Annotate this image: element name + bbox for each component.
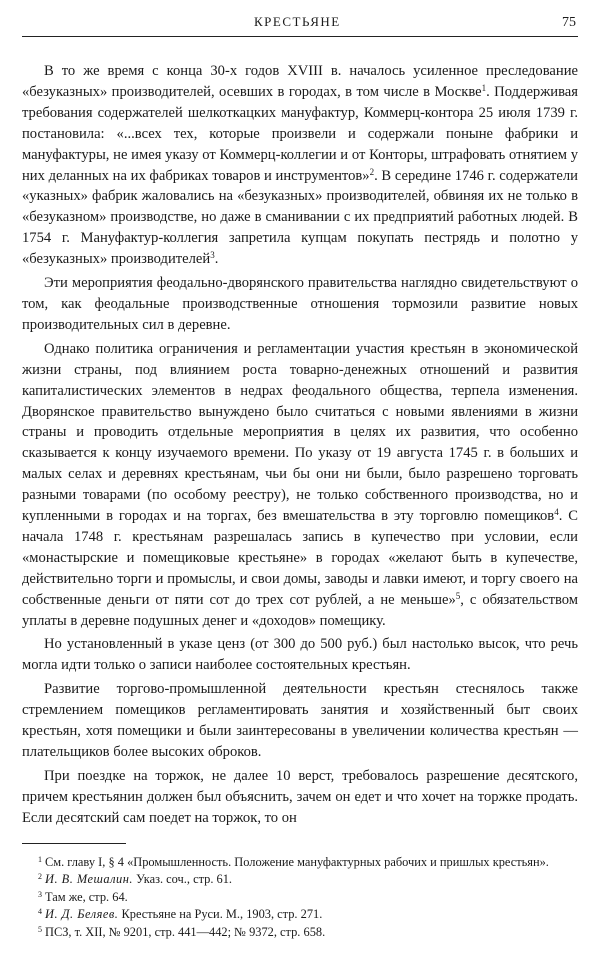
paragraph-6: При поездке на торжок, не далее 10 верст, требовалось разрешение десятского, причем крестьянин должен был объяснить, зачем он едет и что хочет на торжке продать. Если десятский сам поедет на торжок, то он [22,767,578,826]
paragraph-text: . С начала 1748 г. крестьянам разрешалась запись в купечество при условии, если «монастырские и помещиковые крестьяне» в городах «желают быть в купечестве, действительно торги и промыслы, и свои домы, заводы и лавки имеют, и торгу своего на собственные деньги от пяти сот до трех сот рублей, а не меньше» [22,508,578,608]
running-header [22,14,578,37]
running-title: КРЕСТЬЯНЕ [254,14,341,29]
footnote-text: Там же, стр. 64. [45,889,128,904]
footnote-ref-5: 5 [455,590,461,601]
paragraph-text: . В середине 1746 г. содержатели «указных» фабрик жаловались на «безуказных» производителей, обвиняя их не только в «безуказном» производстве, но даже в сманивании с их предприятий работных людей. В 1754 г. Мануфактур-коллегия запретила купцам покупать пестрядь и полотно у «безуказных» производителей [22,167,578,268]
footnote-text: ПСЗ, т. XII, № 9201, стр. 441—442; № 9372, стр. 658. [45,925,326,939]
paragraph-4: Но установленный в указе ценз (от 300 до 500 руб.) был настолько высок, что речь могла идти только о записи наиболее состоятельных крестьян. [22,636,578,674]
paragraph-text: В то же время с конца 30-х годов XVIII в. началось усиленное преследование «безуказных» производителей, осевших в городах, в том числе в Москве [22,63,578,100]
footnote-text: Крестьяне на Руси. М., 1903, стр. 271. [121,907,323,922]
footnotes [22,854,578,942]
paragraph-1 [22,61,578,270]
body-text [22,61,578,829]
footnote-text: Указ. соч., стр. 61. [136,872,233,887]
paragraph-2: Эти мероприятия феодально-дворянского правительства наглядно свидетельствуют о том, как феодальные производственные отношения тормозили развитие новых производительных сил в деревне. [22,275,578,333]
paragraph-text: Однако политика ограничения и регламентации участия крестьян в экономической жизни страны, под влиянием роста товарно-денежных отношений и развития капиталистических элементов в недрах феодального общества, терпела изменения. Дворянское правительство вынуждено было считаться с новыми явлениями в жизни страны и проводить отдельные мероприятия в целях их развития, что особенно сказывается к концу изучаемого времени. По указу от 19 августа 1745 г. в больших и малых селах и деревнях крестьянам, чьи бы они ни были, было разрешено торговать разными товарами (по особому реестру), не только собственного производства, но и купленными в городах и на торгах, без вмешательства в эту торговлю помещиков [22,340,578,525]
footnote-marker: 5 [38,925,42,934]
paragraph-5: Развитие торгово-промышленной деятельности крестьян стеснялось также стремлением помещиков регламентировать занятия и хозяйственный быт своих крестьян, хотя помещики и были заинтересованы в увеличении количества крестьян — плательщиков более высоких оброков. [22,681,578,760]
footnote-author: И. В. Мешалин. [45,872,133,887]
footnote-4 [22,906,578,924]
footnote-author: И. Д. Беляев. [45,907,119,922]
footnote-ref-4: 4 [554,507,559,518]
footnote-1 [22,854,578,872]
footnote-ref-1: 1 [481,82,487,93]
footnote-text: См. главу I, § 4 «Промышленность. Положение мануфактурных рабочих и пришлых крестьян». [45,854,549,869]
footnote-marker: 4 [38,907,42,917]
footnote-5 [22,924,578,942]
paragraph-text: . [214,251,219,268]
paragraph-3 [22,339,578,632]
paragraph-text: , с обязательством уплаты в деревне подушных денег и «доходов» помещику. [22,591,578,629]
paragraph-text: . Поддерживая требования содержателей шелкоткацких мануфактур, Коммерц-контора 25 июля 1739 г. постановила: «...всех тех, которые произвели и содержали поныне фабрики и мануфактуры, не имея указу от Коммерц-коллегии и от Конторы, штрафовать отнятием у них деланных на их фабриках товаров и инструментов» [22,83,579,184]
footnote-ref-2: 2 [369,166,375,177]
footnote-3 [22,889,578,907]
footnote-marker: 2 [38,872,42,882]
footnote-marker: 3 [38,889,42,899]
page-number: 75 [562,15,576,30]
footnote-divider [22,843,126,844]
footnote-marker: 1 [38,854,42,864]
footnote-ref-3: 3 [210,250,215,261]
footnote-2 [22,871,578,889]
